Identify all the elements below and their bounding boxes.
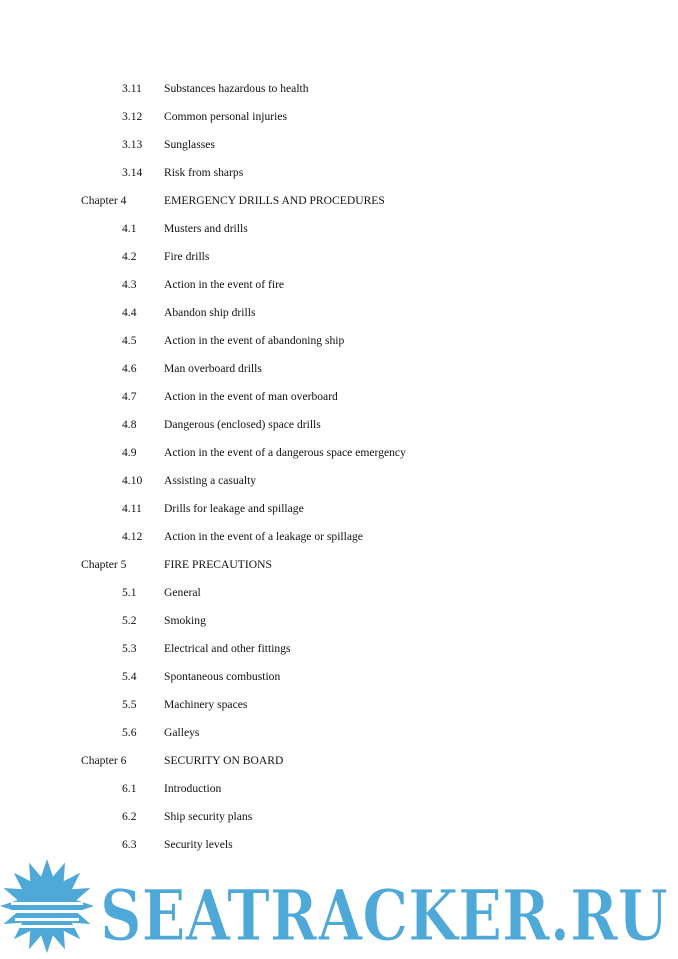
toc-section-row [0,612,678,640]
toc-section-row [0,472,678,500]
section-number: 4.7 [122,390,137,403]
section-number: 4.3 [122,278,137,291]
toc-section-row [0,80,678,108]
section-number: 4.6 [122,362,137,375]
toc-section-row [0,808,678,836]
section-title: Spontaneous combustion [164,670,281,683]
watermark [0,858,678,959]
section-number: 5.6 [122,726,137,739]
toc-section-row [0,248,678,276]
toc-chapter-row [0,192,678,220]
section-title: Smoking [164,614,206,627]
toc-section-row [0,276,678,304]
section-title: Electrical and other fittings [164,642,291,655]
toc-section-row [0,360,678,388]
section-title: Action in the event of man overboard [164,390,338,403]
section-title: Machinery spaces [164,698,248,711]
section-number: 5.4 [122,670,137,683]
chapter-title: SECURITY ON BOARD [164,754,284,767]
section-title: Fire drills [164,250,210,263]
toc-chapter-row [0,752,678,780]
toc-section-row [0,668,678,696]
chapter-number: Chapter 4 [81,194,127,207]
section-number: 4.10 [122,474,143,487]
toc-section-row [0,724,678,752]
section-title: Assisting a casualty [164,474,257,487]
section-title: Musters and drills [164,222,248,235]
section-title: Sunglasses [164,138,215,151]
chapter-title: FIRE PRECAUTIONS [164,558,272,571]
toc-section-row [0,696,678,724]
section-number: 4.9 [122,446,137,459]
section-number: 4.8 [122,418,137,431]
section-title: Risk from sharps [164,166,244,179]
toc-section-row [0,136,678,164]
section-number: 3.13 [122,138,143,151]
section-number: 3.14 [122,166,143,179]
section-number: 6.1 [122,782,137,795]
toc-section-row [0,444,678,472]
section-number: 4.1 [122,222,137,235]
section-number: 4.5 [122,334,137,347]
section-title: Action in the event of a dangerous space emergency [164,446,406,459]
chapter-number: Chapter 6 [81,754,127,767]
watermark-text: SEATRACKER.RU [100,874,668,957]
toc-section-row [0,388,678,416]
section-number: 5.1 [122,586,137,599]
toc-section-row [0,500,678,528]
section-title: Action in the event of fire [164,278,285,291]
section-title: Introduction [164,782,222,795]
section-number: 3.12 [122,110,143,123]
chapter-title: EMERGENCY DRILLS AND PROCEDURES [164,194,385,207]
toc-section-row [0,528,678,556]
section-title: Action in the event of a leakage or spillage [164,530,363,543]
section-title: Common personal injuries [164,110,288,123]
section-number: 5.3 [122,642,137,655]
toc-section-row [0,640,678,668]
table-of-contents [0,80,678,864]
section-number: 5.5 [122,698,137,711]
section-title: Drills for leakage and spillage [164,502,304,515]
section-number: 6.3 [122,838,137,851]
toc-section-row [0,304,678,332]
section-number: 4.12 [122,530,143,543]
section-number: 5.2 [122,614,137,627]
toc-section-row [0,416,678,444]
section-title: Dangerous (enclosed) space drills [164,418,321,431]
watermark-graphic [0,858,678,959]
sun-icon [0,859,94,953]
section-title: Ship security plans [164,810,253,823]
toc-section-row [0,584,678,612]
section-number: 4.2 [122,250,137,263]
section-number: 6.2 [122,810,137,823]
section-title: Security levels [164,838,233,851]
toc-section-row [0,332,678,360]
toc-section-row [0,220,678,248]
section-title: Abandon ship drills [164,306,256,319]
section-title: Action in the event of abandoning ship [164,334,345,347]
section-title: Galleys [164,726,200,739]
section-number: 3.11 [122,82,142,95]
section-number: 4.11 [122,502,142,515]
toc-chapter-row [0,556,678,584]
toc-section-row [0,108,678,136]
section-title: General [164,586,201,599]
section-title: Substances hazardous to health [164,82,309,95]
section-title: Man overboard drills [164,362,262,375]
toc-section-row [0,780,678,808]
chapter-number: Chapter 5 [81,558,127,571]
section-number: 4.4 [122,306,137,319]
toc-section-row [0,164,678,192]
